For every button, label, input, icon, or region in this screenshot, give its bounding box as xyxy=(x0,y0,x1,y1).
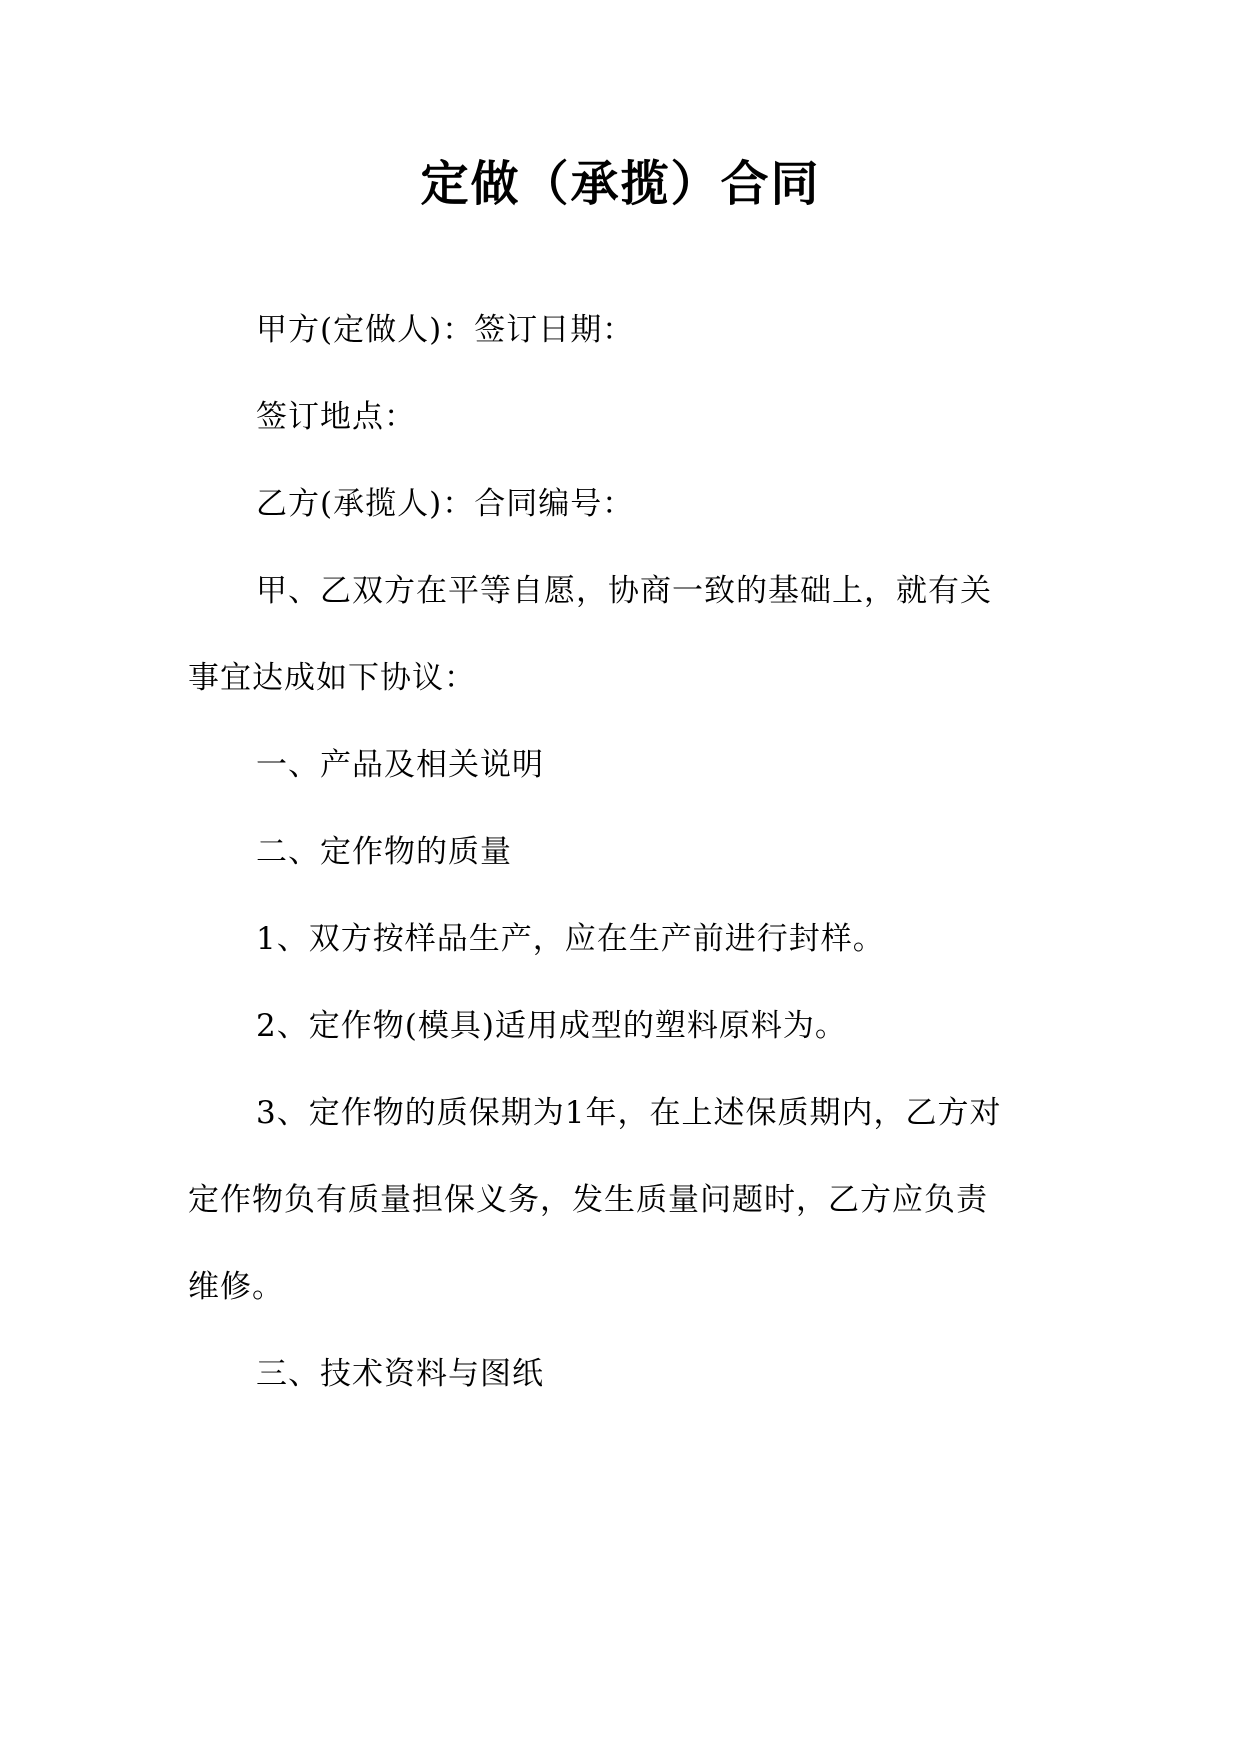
clause-3-line-3: 维修。 xyxy=(188,1269,284,1305)
clause-2: 2、定作物(模具)适用成型的塑料原料为。 xyxy=(256,1008,847,1044)
signing-place-line: 签订地点： xyxy=(256,399,416,435)
party-a-line: 甲方(定做人)：签订日期： xyxy=(256,312,635,348)
party-b-line: 乙方(承揽人)：合同编号： xyxy=(256,486,635,522)
document-title: 定做（承揽）合同 xyxy=(420,156,821,212)
section-heading-3: 三、技术资料与图纸 xyxy=(256,1356,544,1392)
agreement-intro-line-1: 甲、乙双方在平等自愿，协商一致的基础上，就有关 xyxy=(256,573,992,609)
clause-3-line-1: 3、定作物的质保期为1年，在上述保质期内，乙方对 xyxy=(256,1095,1002,1131)
agreement-intro-line-2: 事宜达成如下协议： xyxy=(188,660,476,696)
clause-3-line-2: 定作物负有质量担保义务，发生质量问题时，乙方应负责 xyxy=(188,1182,988,1218)
section-heading-2: 二、定作物的质量 xyxy=(256,834,512,870)
section-heading-1: 一、产品及相关说明 xyxy=(256,747,544,783)
clause-1: 1、双方按样品生产，应在生产前进行封样。 xyxy=(256,921,885,957)
